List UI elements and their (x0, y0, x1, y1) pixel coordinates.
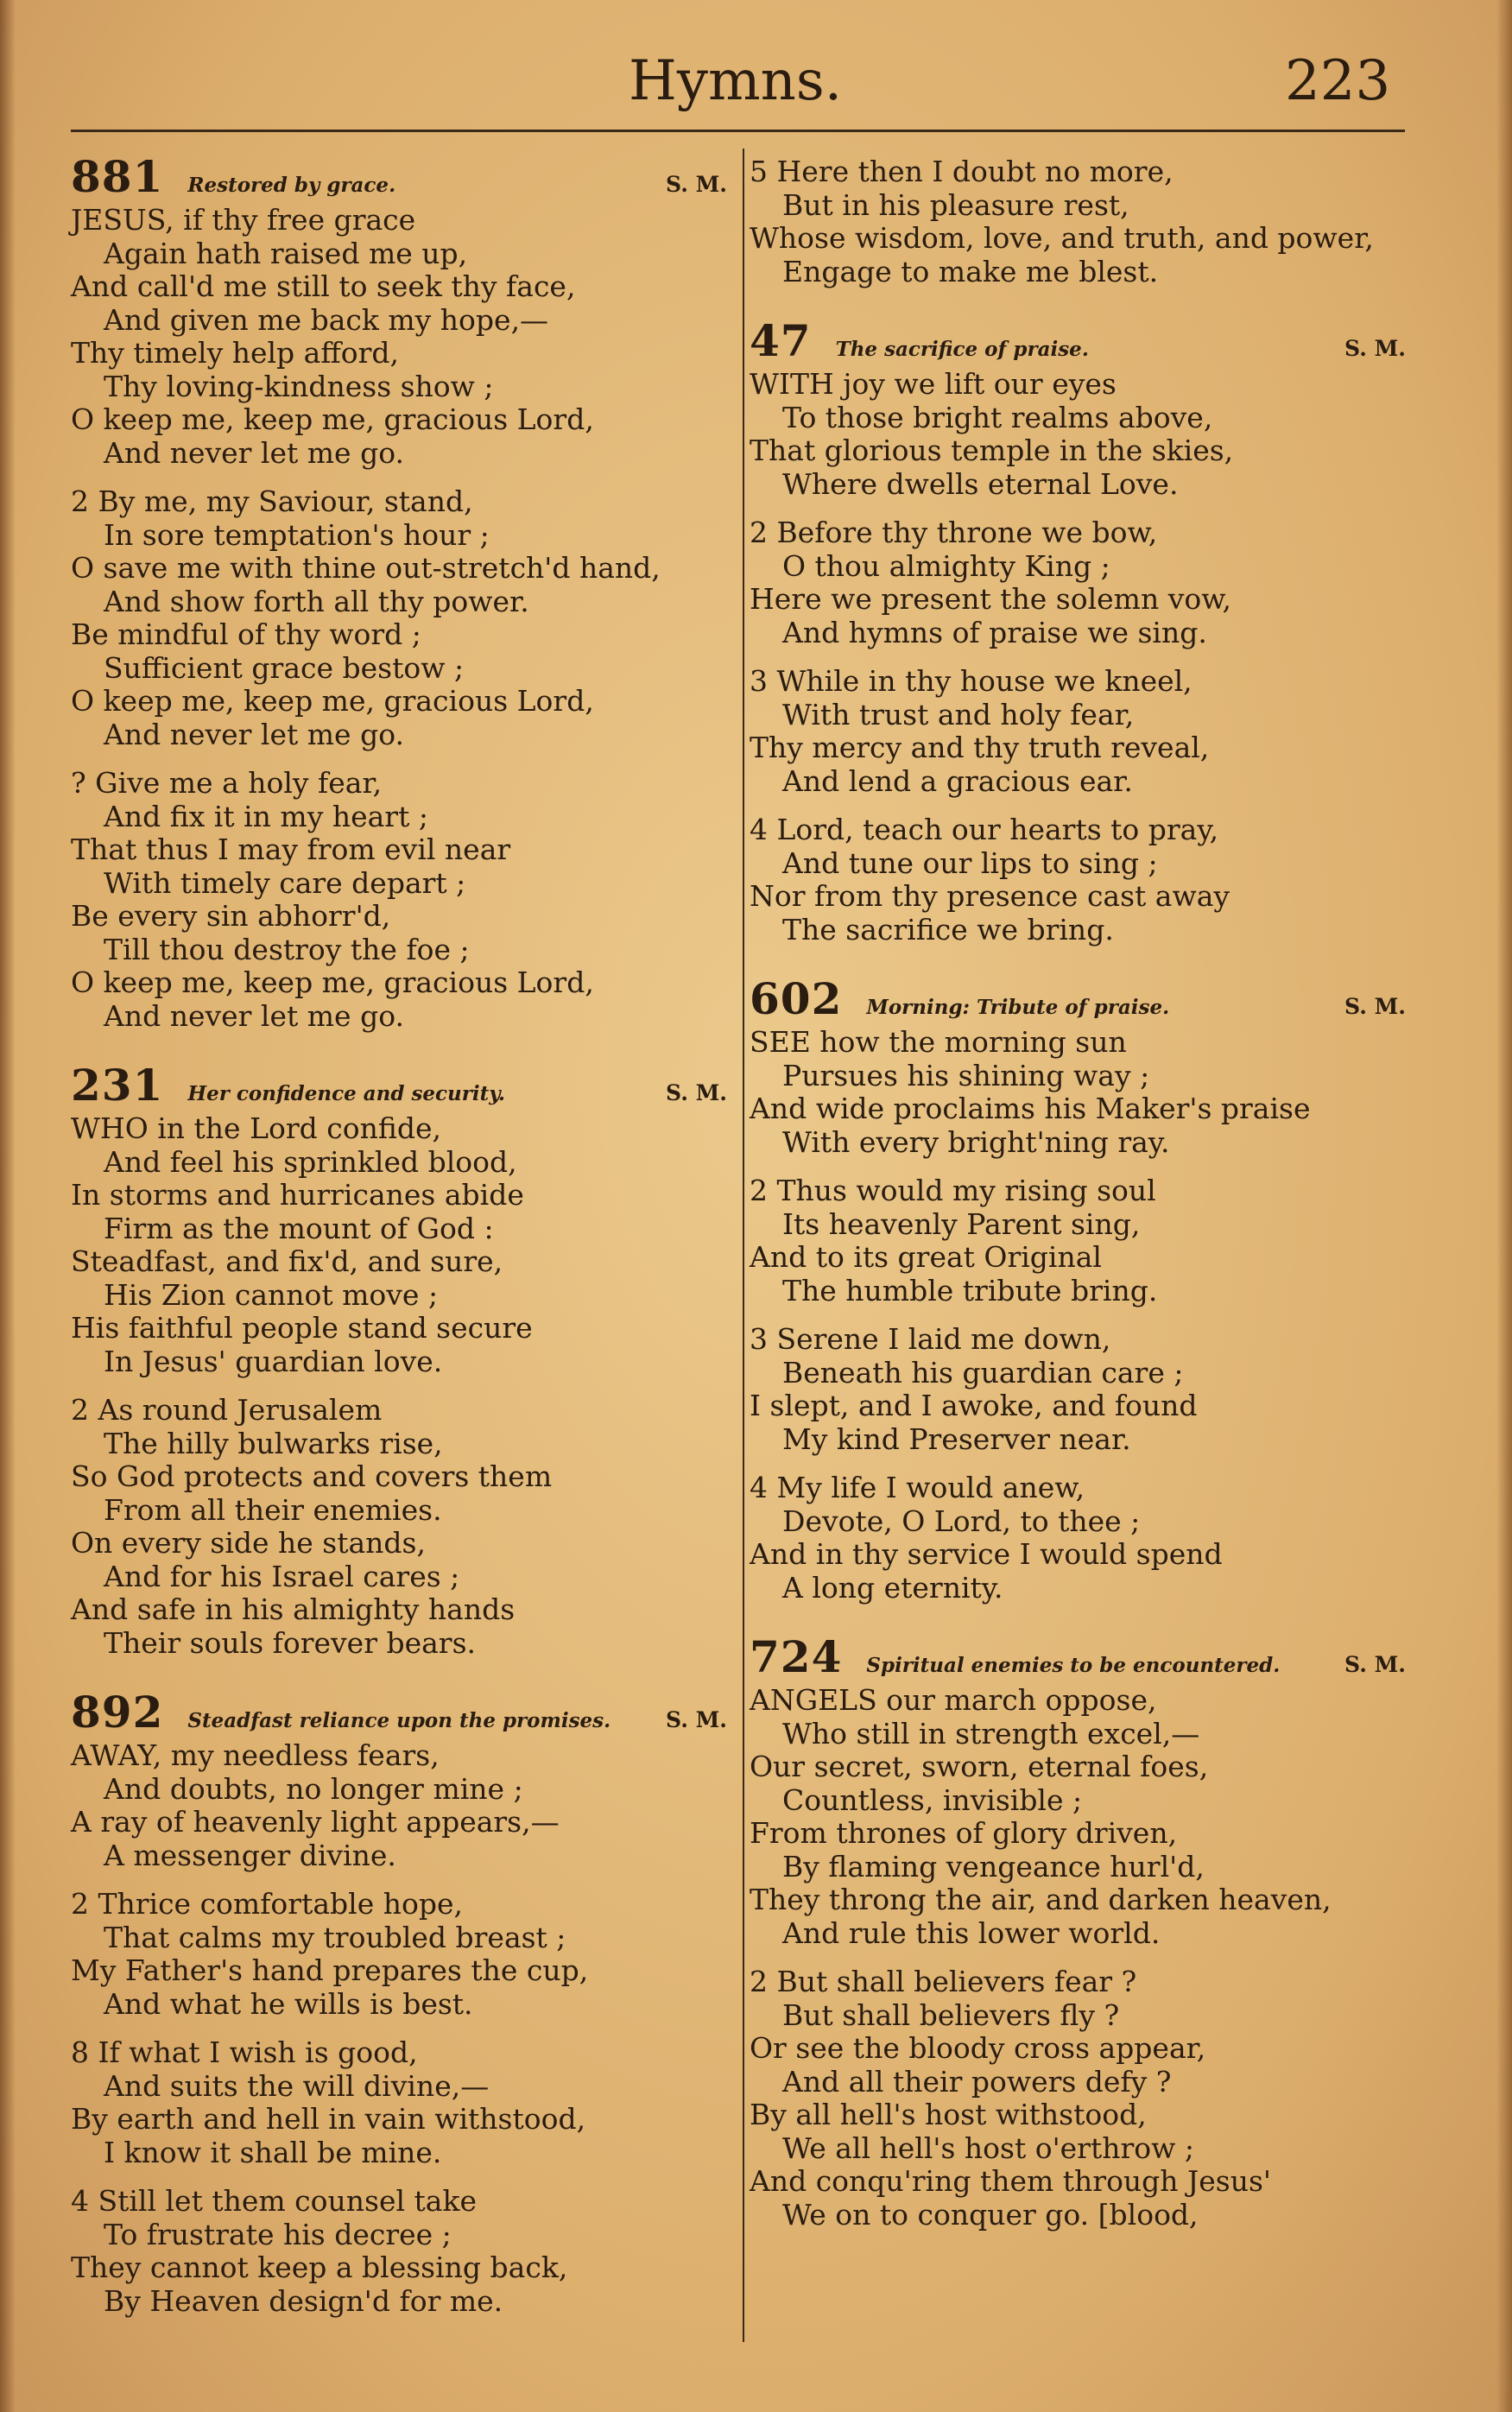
stanza (750, 516, 1406, 649)
page-header (0, 0, 1512, 130)
verse-line: They cannot keep a blessing back, (71, 2251, 568, 2284)
verse-line: 4 Lord, teach our hearts to pray, (750, 813, 1219, 846)
verse-line: In storms and hurricanes abide (71, 1178, 524, 1212)
stanza (71, 1739, 727, 1872)
verse-line: And call'd me still to seek thy face, (71, 269, 576, 303)
verse-line: The humble tribute bring. (782, 1273, 1158, 1307)
verse-line: To those bright realms above, (782, 400, 1213, 434)
verse-line: My Father's hand prepares the cup, (71, 1953, 589, 1987)
page-edge-shadow-right (1496, 0, 1512, 2412)
hymn-number: 724 (750, 1631, 843, 1682)
stanza (750, 368, 1406, 501)
verse-line: On every side he stands, (71, 1526, 426, 1560)
verse-line: O save me with thine out-stretch'd hand, (71, 551, 661, 585)
stanza (71, 204, 727, 470)
hymn-meter: S. M. (1344, 336, 1406, 361)
hymn-number: 881 (71, 151, 164, 202)
verse-line: By Heaven design'd for me. (104, 2283, 503, 2318)
verse-line: And never let me go. (104, 998, 404, 1033)
verse-line: They throng the air, and darken heaven, (750, 1883, 1332, 1916)
hymn-meter: S. M. (666, 1707, 727, 1732)
stanza (71, 1112, 727, 1378)
verse-line: And what he wills is best. (104, 1986, 473, 2021)
verse-line: The hilly bulwarks rise, (104, 1426, 443, 1460)
hymn-number: 602 (750, 973, 843, 1024)
stanza (71, 2185, 727, 2318)
verse-line: His Zion cannot move ; (104, 1277, 439, 1312)
verse-line: Be mindful of thy word ; (71, 617, 421, 651)
verse-line: In Jesus' guardian love. (104, 1344, 443, 1378)
verse-line: WITH joy we lift our eyes (750, 367, 1117, 401)
verse-line: 2 Thrice comfortable hope, (71, 1887, 463, 1921)
verse-line: And doubts, no longer mine ; (104, 1771, 523, 1806)
running-title: Hymns. (629, 49, 843, 113)
stanza (750, 155, 1406, 288)
verse-line: O keep me, keep me, gracious Lord, (71, 402, 594, 436)
hymn-number: 47 (750, 315, 812, 366)
hymn-topic: Her confidence and security. (187, 1082, 505, 1105)
verse-line: With timely care depart ; (104, 865, 466, 900)
verse-line: O keep me, keep me, gracious Lord, (71, 684, 594, 718)
hymn (71, 151, 727, 1033)
verse-line: 3 While in thy house we kneel, (750, 664, 1193, 698)
verse-line: ? Give me a holy fear, (71, 766, 383, 800)
hymn-meter: S. M. (666, 1080, 727, 1105)
verse-line: From all their enemies. (104, 1492, 442, 1527)
verse-line: And fix it in my heart ; (104, 799, 428, 833)
verse-line: A long eternity. (782, 1570, 1003, 1605)
verse-line: And never let me go. (104, 717, 404, 751)
verse-line: My kind Preserver near. (782, 1421, 1131, 1456)
verse-line: And rule this lower world. (782, 1915, 1161, 1950)
verse-line: By earth and hell in vain withstood, (71, 2102, 586, 2136)
verse-line: JESUS, if thy free grace (71, 203, 416, 237)
verse-line: And safe in his almighty hands (71, 1592, 516, 1626)
verse-line: That thus I may from evil near (71, 832, 511, 866)
verse-line: 8 If what I wish is good, (71, 2035, 418, 2069)
verse-line: And to its great Original (750, 1240, 1102, 1274)
verse-line: Where dwells eternal Love. (782, 466, 1179, 501)
verse-line: And given me back my hope,— (104, 302, 549, 337)
verse-line: 5 Here then I doubt no more, (750, 155, 1174, 188)
verse-line: 4 Still let them counsel take (71, 2184, 477, 2218)
hymn-heading (750, 1631, 1406, 1684)
verse-line: With every bright'ning ray. (782, 1124, 1170, 1159)
verse-line: A messenger divine. (104, 1838, 396, 1872)
verse-line: To frustrate his decree ; (104, 2217, 452, 2251)
stanza (750, 1966, 1406, 2232)
hymn (750, 973, 1406, 1605)
verse-line: So God protects and covers them (71, 1459, 553, 1493)
verse-line: And conqu'ring them through Jesus' (750, 2164, 1272, 2198)
hymn-number: 892 (71, 1687, 164, 1738)
hymn-topic: Morning: Tribute of praise. (866, 996, 1170, 1019)
verse-line: Devote, O Lord, to thee ; (782, 1504, 1141, 1538)
verse-line: And show forth all thy power. (104, 584, 529, 618)
hymn-heading (750, 973, 1406, 1026)
verse-line: His faithful people stand secure (71, 1311, 533, 1345)
hymn-meter: S. M. (1344, 994, 1406, 1019)
column-divider (743, 149, 744, 2342)
verse-line: Whose wisdom, love, and truth, and power, (750, 221, 1374, 255)
stanza (750, 665, 1406, 798)
verse-line: Here we present the solemn vow, (750, 582, 1232, 616)
verse-line: The sacrifice we bring. (782, 912, 1114, 946)
verse-line: That glorious temple in the skies, (750, 434, 1234, 467)
verse-line: 2 Before thy throne we bow, (750, 516, 1158, 549)
verse-line: 2 Thus would my rising soul (750, 1174, 1156, 1207)
verse-line: In sore temptation's hour ; (104, 517, 490, 552)
verse-line: Its heavenly Parent sing, (782, 1206, 1141, 1241)
verse-line: ANGELS our march oppose, (750, 1683, 1157, 1717)
verse-line: Engage to make me blest. (782, 254, 1159, 288)
hymn-meter: S. M. (666, 172, 727, 197)
stanza (750, 1174, 1406, 1307)
verse-line: Nor from thy presence cast away (750, 879, 1230, 913)
verse-line: We on to conquer go. [blood, (782, 2197, 1199, 2232)
stanza (71, 2036, 727, 2169)
verse-line: And for his Israel cares ; (104, 1559, 460, 1593)
verse-line: 3 Serene I laid me down, (750, 1322, 1111, 1356)
left-column (71, 151, 727, 2349)
hymn-topic: Restored by grace. (187, 174, 396, 197)
verse-line: Pursues his shining way ; (782, 1058, 1150, 1092)
verse-line: Who still in strength excel,— (782, 1716, 1200, 1750)
verse-line: And suits the will divine,— (104, 2068, 490, 2103)
page-edge-shadow-left (0, 0, 16, 2412)
header-rule (71, 130, 1405, 132)
verse-line: Our secret, sworn, eternal foes, (750, 1750, 1209, 1783)
stanza (750, 813, 1406, 946)
verse-line: Countless, invisible ; (782, 1782, 1083, 1817)
stanza (71, 1394, 727, 1660)
hymn-topic: The sacrifice of praise. (835, 338, 1089, 361)
verse-line: But shall believers fly ? (782, 1997, 1120, 2032)
verse-line: Beneath his guardian care ; (782, 1355, 1184, 1390)
verse-line: By flaming vengeance hurl'd, (782, 1849, 1205, 1883)
hymn-heading (71, 1687, 727, 1739)
hymn-topic: Steadfast reliance upon the promises. (187, 1709, 611, 1732)
hymn (71, 1687, 727, 2318)
verse-line: And all their powers defy ? (782, 2064, 1172, 2099)
stanza (71, 1888, 727, 2021)
verse-line: 2 By me, my Saviour, stand, (71, 484, 473, 518)
verse-line: A ray of heavenly light appears,— (71, 1805, 560, 1839)
hymn (750, 1631, 1406, 2232)
stanza (750, 1026, 1406, 1159)
hymn-topic: Spiritual enemies to be encountered. (866, 1654, 1281, 1677)
verse-line: I slept, and I awoke, and found (750, 1389, 1198, 1422)
hymn-heading (71, 1060, 727, 1112)
verse-line: And lend a gracious ear. (782, 763, 1133, 798)
verse-line: By all hell's host withstood, (750, 2098, 1147, 2131)
verse-line: O thou almighty King ; (782, 548, 1110, 583)
verse-line: With trust and holy fear, (782, 697, 1135, 731)
verse-line: Thy mercy and thy truth reveal, (750, 731, 1210, 764)
verse-line: Steadfast, and fix'd, and sure, (71, 1244, 503, 1278)
hymn (750, 315, 1406, 946)
verse-line: Firm as the mount of God : (104, 1211, 494, 1245)
verse-line: Sufficient grace bestow ; (104, 650, 465, 685)
verse-line: SEE how the morning sun (750, 1025, 1127, 1059)
verse-line: AWAY, my needless fears, (71, 1738, 440, 1772)
verse-line: Be every sin abhorr'd, (71, 899, 391, 933)
verse-line: And feel his sprinkled blood, (104, 1144, 517, 1179)
verse-line: 2 As round Jerusalem (71, 1393, 383, 1427)
verse-line: And wide proclaims his Maker's praise (750, 1092, 1311, 1125)
verse-line: But in his pleasure rest, (782, 187, 1129, 222)
stanza (71, 485, 727, 751)
stanza (750, 1323, 1406, 1456)
verse-line: Their souls forever bears. (104, 1625, 476, 1660)
stanza (750, 1684, 1406, 1950)
hymn-number: 231 (71, 1060, 164, 1111)
verse-line: Thy loving-kindness show ; (104, 369, 494, 403)
verse-line: Thy timely help afford, (71, 336, 400, 370)
verse-line: From thrones of glory driven, (750, 1816, 1178, 1850)
verse-line: We all hell's host o'erthrow ; (782, 2130, 1194, 2165)
verse-line: Or see the bloody cross appear, (750, 2031, 1206, 2065)
verse-line: O keep me, keep me, gracious Lord, (71, 965, 594, 999)
page-number: 223 (1285, 49, 1391, 113)
hymn-heading (71, 151, 727, 204)
verse-line: 2 But shall believers fear ? (750, 1965, 1137, 1998)
verse-line: WHO in the Lord confide, (71, 1111, 441, 1145)
hymn-meter: S. M. (1344, 1652, 1406, 1677)
right-column (750, 155, 1406, 2263)
verse-line: And never let me go. (104, 435, 404, 470)
hymn (750, 155, 1406, 288)
verse-line: And tune our lips to sing ; (782, 845, 1158, 880)
verse-line: Again hath raised me up, (104, 236, 468, 270)
hymn (71, 1060, 727, 1660)
verse-line: And hymns of praise we sing. (782, 615, 1207, 649)
hymn-heading (750, 315, 1406, 368)
stanza (71, 767, 727, 1033)
verse-line: That calms my troubled breast ; (104, 1920, 566, 1954)
verse-line: I know it shall be mine. (104, 2135, 442, 2169)
verse-line: Till thou destroy the foe ; (104, 932, 470, 966)
verse-line: And in thy service I would spend (750, 1537, 1223, 1571)
stanza (750, 1472, 1406, 1605)
verse-line: 4 My life I would anew, (750, 1471, 1085, 1504)
